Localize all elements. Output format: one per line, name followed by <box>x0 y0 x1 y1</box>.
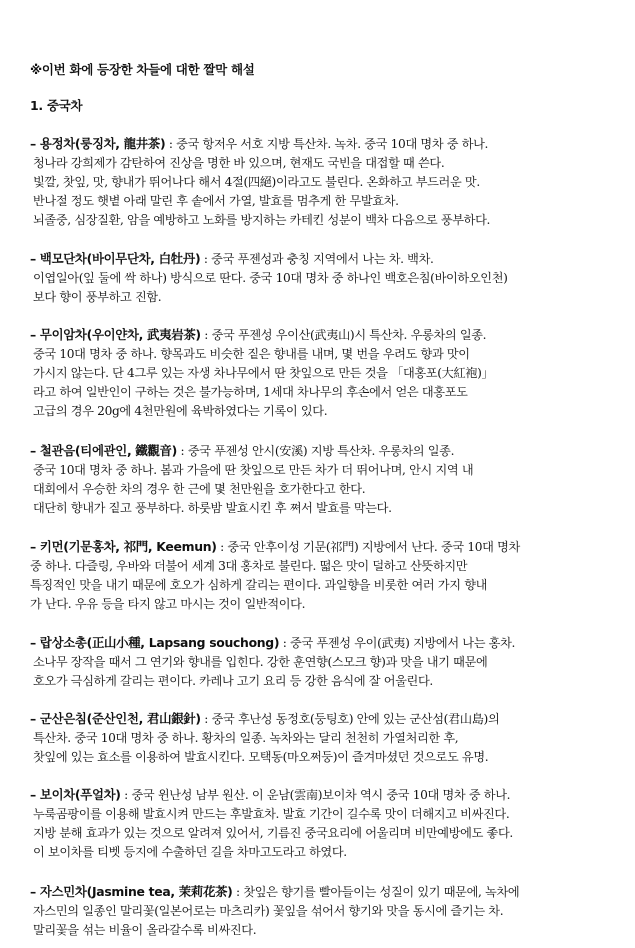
tea-desc-line: : 중국 푸젠성 우이(武夷) 지방에서 나는 홍차. <box>279 636 516 650</box>
tea-desc-line: 라고 하여 일반인이 구하는 것은 불가능하며, 1세대 차나무의 후손에서 얻은 대홍포도 <box>33 385 468 399</box>
tea-name: – 백모단차(바이무단차, 白牡丹) <box>30 251 201 266</box>
tea-entry-wuyi <box>30 325 630 421</box>
tea-name: – 자스민차(Jasmine tea, 茉莉花茶) <box>30 884 233 899</box>
page-heading: ※이번 화에 등장한 차들에 대한 짤막 해설 <box>30 62 255 77</box>
tea-entry-baimudan <box>30 249 630 307</box>
section-title: 1. 중국차 <box>30 98 83 113</box>
tea-entry-lapsang <box>30 633 630 691</box>
tea-desc-line: 지방 분해 효과가 있는 것으로 알려져 있어서, 기름진 중국요리에 어울리며 비만예방에도 좋다. <box>33 826 513 840</box>
tea-entry-tieguanyin <box>30 441 630 518</box>
tea-entry-jasmine <box>30 882 630 940</box>
tea-desc-line: 반나절 정도 햇볕 아래 말린 후 솥에서 가열, 발효를 멈추게 한 무발효차. <box>33 194 399 208</box>
tea-desc-line: 중 하나. 다즐링, 우바와 더불어 세계 3대 홍차로 불린다. 떫은 맛이 덜하고 산뜻하지만 <box>30 559 468 573</box>
tea-desc-line: : 중국 푸젠성과 충칭 지역에서 나는 차. 백차. <box>200 252 434 266</box>
tea-desc-line: : 중국 푸젠성 우이산(武夷山)시 특산차. 우롱차의 일종. <box>200 328 487 342</box>
tea-desc-line: 말리꽃을 섞는 비율이 올라갈수록 비싸진다. <box>33 923 257 937</box>
tea-name: – 철관음(티에관인, 鐵觀音) <box>30 443 178 458</box>
tea-desc-line: 특산차. 중국 10대 명차 중 하나. 황차의 일종. 녹차와는 달리 천천히 가열처리한 후, <box>33 731 459 745</box>
tea-desc-line: 중국 10대 명차 중 하나. 향목과도 비슷한 짙은 향내를 내며, 몇 번을 우려도 향과 맛이 <box>33 347 470 361</box>
tea-desc-line: 호오가 극심하게 갈리는 편이다. 카레나 고기 요리 등 강한 음식에 잘 어울린다. <box>33 674 433 688</box>
tea-desc-line: 빛깔, 찻잎, 맛, 향내가 뛰어나다 해서 4절(四絕)이라고도 불린다. 온화하고 부드러운 맛. <box>33 175 480 189</box>
tea-name: – 군산은침(준산인천, 君山銀針) <box>30 711 201 726</box>
tea-entry-keemun <box>30 537 630 614</box>
tea-desc-line: 보다 향이 풍부하고 진함. <box>33 290 162 304</box>
tea-entry-longjing <box>30 134 630 230</box>
tea-desc-line: : 중국 항저우 서호 지방 특산차. 녹차. 중국 10대 명차 중 하나. <box>165 137 489 151</box>
tea-desc-line: 자스민의 일종인 말리꽃(일본어로는 마츠리카) 꽃잎을 섞어서 향기와 맛을 동시에 즐기는 차. <box>33 904 504 918</box>
tea-desc-line: 고급의 경우 20g에 4천만원에 육박하였다는 기록이 있다. <box>33 404 328 418</box>
tea-name: – 랍상소총(正山小種, Lapsang souchong) <box>30 635 280 650</box>
tea-desc-line: 찻잎에 있는 효소를 이용하여 발효시킨다. 모택동(마오쩌둥)이 즐겨마셨던 것으로도 유명. <box>33 750 489 764</box>
tea-desc-line: : 중국 윈난성 남부 원산. 이 운남(雲南)보이차 역시 중국 10대 명차 중 하나. <box>120 788 511 802</box>
tea-desc-line: 대회에서 우승한 차의 경우 한 근에 몇 천만원을 호가한다고 한다. <box>33 482 366 496</box>
tea-name: – 키먼(기문홍차, 祁門, Keemun) <box>30 539 217 554</box>
tea-desc-line: 가시지 않는다. 단 4그루 있는 자생 차나무에서 딴 찻잎으로 만든 것을 「대홍포(大紅袍)」 <box>33 366 494 380</box>
tea-desc-line: : 찻잎은 향기를 빨아들이는 성질이 있기 때문에, 녹차에 <box>232 885 520 899</box>
tea-desc-line: : 중국 후난성 동정호(둥팅호) 안에 있는 군산섬(君山島)의 <box>200 712 500 726</box>
tea-desc-line: 가 난다. 우유 등을 타지 않고 마시는 것이 일반적이다. <box>30 597 306 611</box>
tea-desc-line: 이 보이차를 티벳 등지에 수출하던 길을 차마고도라고 하였다. <box>33 845 347 859</box>
tea-name: – 보이차(푸얼차) <box>30 787 121 802</box>
tea-entry-puer <box>30 785 630 862</box>
tea-name: – 무이암차(우이얀차, 武夷岩茶) <box>30 327 201 342</box>
tea-name: – 용정차(룽징차, 龍井茶) <box>30 136 166 151</box>
tea-entry-junshan <box>30 709 630 767</box>
tea-desc-line: 중국 10대 명차 중 하나. 봄과 가을에 딴 찻잎으로 만든 차가 더 뛰어나며, 안시 지역 내 <box>33 463 474 477</box>
tea-desc-line: 소나무 장작을 때서 그 연기와 향내를 입힌다. 강한 훈연향(스모크 향)과 맛을 내기 때문에 <box>33 655 488 669</box>
tea-desc-line: 뇌졸중, 심장질환, 암을 예방하고 노화를 방지하는 카테킨 성분이 백차 다음으로 풍부하다. <box>33 213 491 227</box>
tea-desc-line: : 중국 안후이성 기문(祁門) 지방에서 난다. 중국 10대 명차 <box>216 540 520 554</box>
tea-desc-line: : 중국 푸젠성 안시(安溪) 지방 특산차. 우롱차의 일종. <box>177 444 455 458</box>
tea-desc-line: 청나라 강희제가 감탄하여 진상을 명한 바 있으며, 현재도 국빈을 대접할 때 쓴다. <box>33 156 445 170</box>
tea-desc-line: 특징적인 맛을 내기 때문에 호오가 심하게 갈리는 편이다. 과일향을 비롯한 여러 가지 향내 <box>30 578 488 592</box>
tea-desc-line: 대단히 향내가 짙고 풍부하다. 하룻밤 발효시킨 후 쪄서 발효를 막는다. <box>33 501 392 515</box>
tea-desc-line: 이엽일아(잎 둘에 싹 하나) 방식으로 딴다. 중국 10대 명차 중 하나인 백호은침(바이하오인천) <box>33 271 508 285</box>
tea-desc-line: 누룩곰팡이를 이용해 발효시켜 만드는 후발효차. 발효 기간이 길수록 맛이 더해지고 비싸진다. <box>33 807 510 821</box>
